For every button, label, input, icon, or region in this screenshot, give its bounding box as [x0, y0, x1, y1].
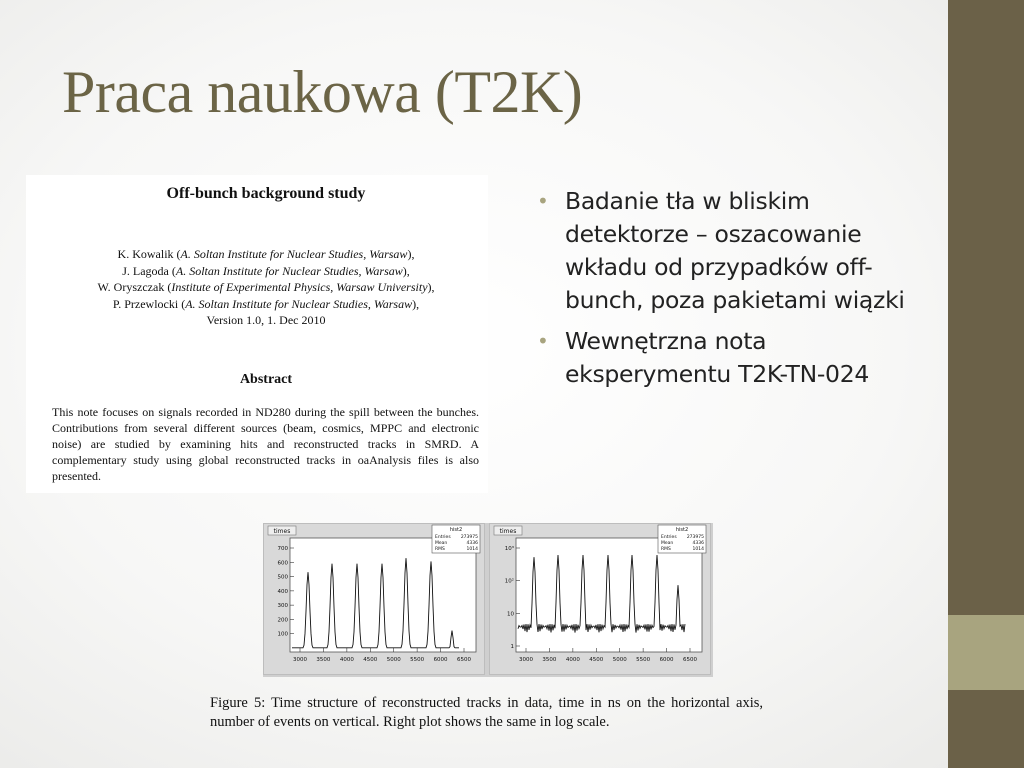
stats-label: Mean	[661, 541, 674, 546]
figure-caption: Figure 5: Time structure of reconstructed tracks in data, time in ns on the horizontal axis, number of events on vertical. Right plot shows the same in log scale.	[210, 695, 763, 730]
author-line: J. Lagoda (A. Soltan Institute for Nuclear Studies, Warsaw),	[122, 263, 410, 278]
x-tick-label: 5500	[636, 657, 651, 663]
linear-histogram-panel	[263, 523, 485, 675]
stats-label: Entries	[661, 535, 677, 540]
author-end: ),	[412, 296, 420, 311]
plot-title: times	[273, 528, 291, 535]
x-tick-label: 3000	[293, 657, 307, 663]
bullet-text: Wewnętrzna nota eksperymentu T2K-TN-024	[565, 327, 870, 388]
plot-frame	[516, 538, 702, 652]
log-histogram-panel	[489, 523, 711, 675]
y-tick-label: 200	[277, 617, 288, 624]
x-tick-label: 6500	[457, 657, 471, 663]
stats-name: hist2	[675, 527, 689, 533]
plot-title: times	[499, 528, 517, 535]
bullet-text: Badanie tła w bliskim detektorze – oszacowanie wkładu od przypadków off-bunch, poza pakietami wiązki	[565, 187, 905, 314]
abstract-text: This note focuses on signals recorded in ND280 during the spill between the bunches. Contributions from several different sources (beam, cosmics, MPPC and electronic noise) are studied by examining hits and reconstructed tracks in SMRD. A complementary study using global reconstructed tracks in oaAnalysis files is also presented.	[52, 405, 479, 483]
stats-label: RMS	[435, 547, 445, 552]
stats-value: 273975	[686, 535, 704, 540]
author-affiliation: Institute of Experimental Physics, Warsaw University	[171, 280, 428, 294]
y-tick-label: 300	[277, 603, 288, 610]
stats-label: RMS	[661, 547, 671, 552]
x-tick-label: 6500	[683, 657, 697, 663]
author-name: K. Kowalik	[117, 247, 174, 261]
abstract-heading: Abstract	[239, 372, 293, 387]
paper-authors	[26, 246, 506, 329]
bullet-list	[537, 185, 917, 399]
paper-excerpt	[26, 175, 488, 493]
author-name: W. Oryszczak	[97, 280, 165, 294]
plot-frame	[290, 538, 476, 652]
x-tick-label: 3500	[316, 657, 331, 663]
x-tick-label: 3000	[519, 657, 533, 663]
log-histogram	[490, 524, 710, 674]
x-tick-label: 4500	[363, 657, 378, 663]
x-tick-label: 3500	[542, 657, 557, 663]
y-tick-label: 400	[277, 588, 288, 595]
author-end: ),	[407, 247, 415, 261]
stats-value: 4336	[692, 541, 704, 546]
x-tick-label: 5000	[386, 657, 401, 663]
y-tick-label: 500	[277, 574, 288, 581]
x-tick-label: 5000	[612, 657, 627, 663]
bullet-item	[537, 325, 917, 391]
histogram-figure	[263, 523, 713, 677]
slide-title: Praca naukowa (T2K)	[62, 59, 583, 125]
y-tick-label: 10³	[504, 546, 514, 552]
author-affiliation: A. Soltan Institute for Nuclear Studies, Warsaw	[175, 263, 403, 278]
y-tick-label: 10²	[504, 578, 514, 585]
y-tick-label: 10	[507, 611, 514, 618]
author-line: W. Oryszczak (Institute of Experimental Physics, Warsaw University),	[97, 280, 435, 294]
paper-version: Version 1.0, 1. Dec 2010	[206, 313, 326, 327]
stats-label: Entries	[435, 535, 451, 540]
y-tick-label: 700	[277, 546, 288, 552]
paper-title: Off-bunch background study	[166, 185, 366, 202]
x-tick-label: 4000	[339, 657, 354, 663]
y-tick-label: 600	[277, 560, 288, 567]
stats-value: 273975	[460, 535, 478, 540]
bullet-dot-icon: •	[537, 189, 549, 213]
stats-value: 4336	[466, 541, 478, 546]
stats-label: Mean	[435, 541, 448, 546]
author-line: K. Kowalik (A. Soltan Institute for Nuclear Studies, Warsaw),	[117, 247, 415, 261]
bullet-item	[537, 185, 917, 317]
author-affiliation: A. Soltan Institute for Nuclear Studies, Warsaw	[185, 296, 413, 311]
x-tick-label: 4500	[589, 657, 604, 663]
x-tick-label: 5500	[410, 657, 425, 663]
bullet-dot-icon: •	[537, 329, 549, 353]
stats-value: 1014	[692, 547, 704, 552]
x-tick-label: 6000	[433, 657, 448, 663]
linear-histogram	[264, 524, 484, 674]
stats-value: 1014	[466, 547, 478, 552]
author-affiliation: A. Soltan Institute for Nuclear Studies, Warsaw	[180, 247, 408, 261]
author-name: P. Przewlocki	[112, 296, 179, 311]
author-end: ),	[402, 263, 410, 278]
x-tick-label: 6000	[659, 657, 674, 663]
y-tick-label: 100	[277, 631, 288, 638]
sidebar-accent	[948, 615, 1024, 690]
author-line: P. Przewlocki (A. Soltan Institute for Nuclear Studies, Warsaw),	[112, 296, 420, 311]
author-name: J. Lagoda	[122, 263, 169, 278]
stats-name: hist2	[449, 527, 463, 533]
author-end: ),	[427, 280, 435, 294]
x-tick-label: 4000	[565, 657, 580, 663]
y-tick-label: 1	[510, 644, 514, 650]
